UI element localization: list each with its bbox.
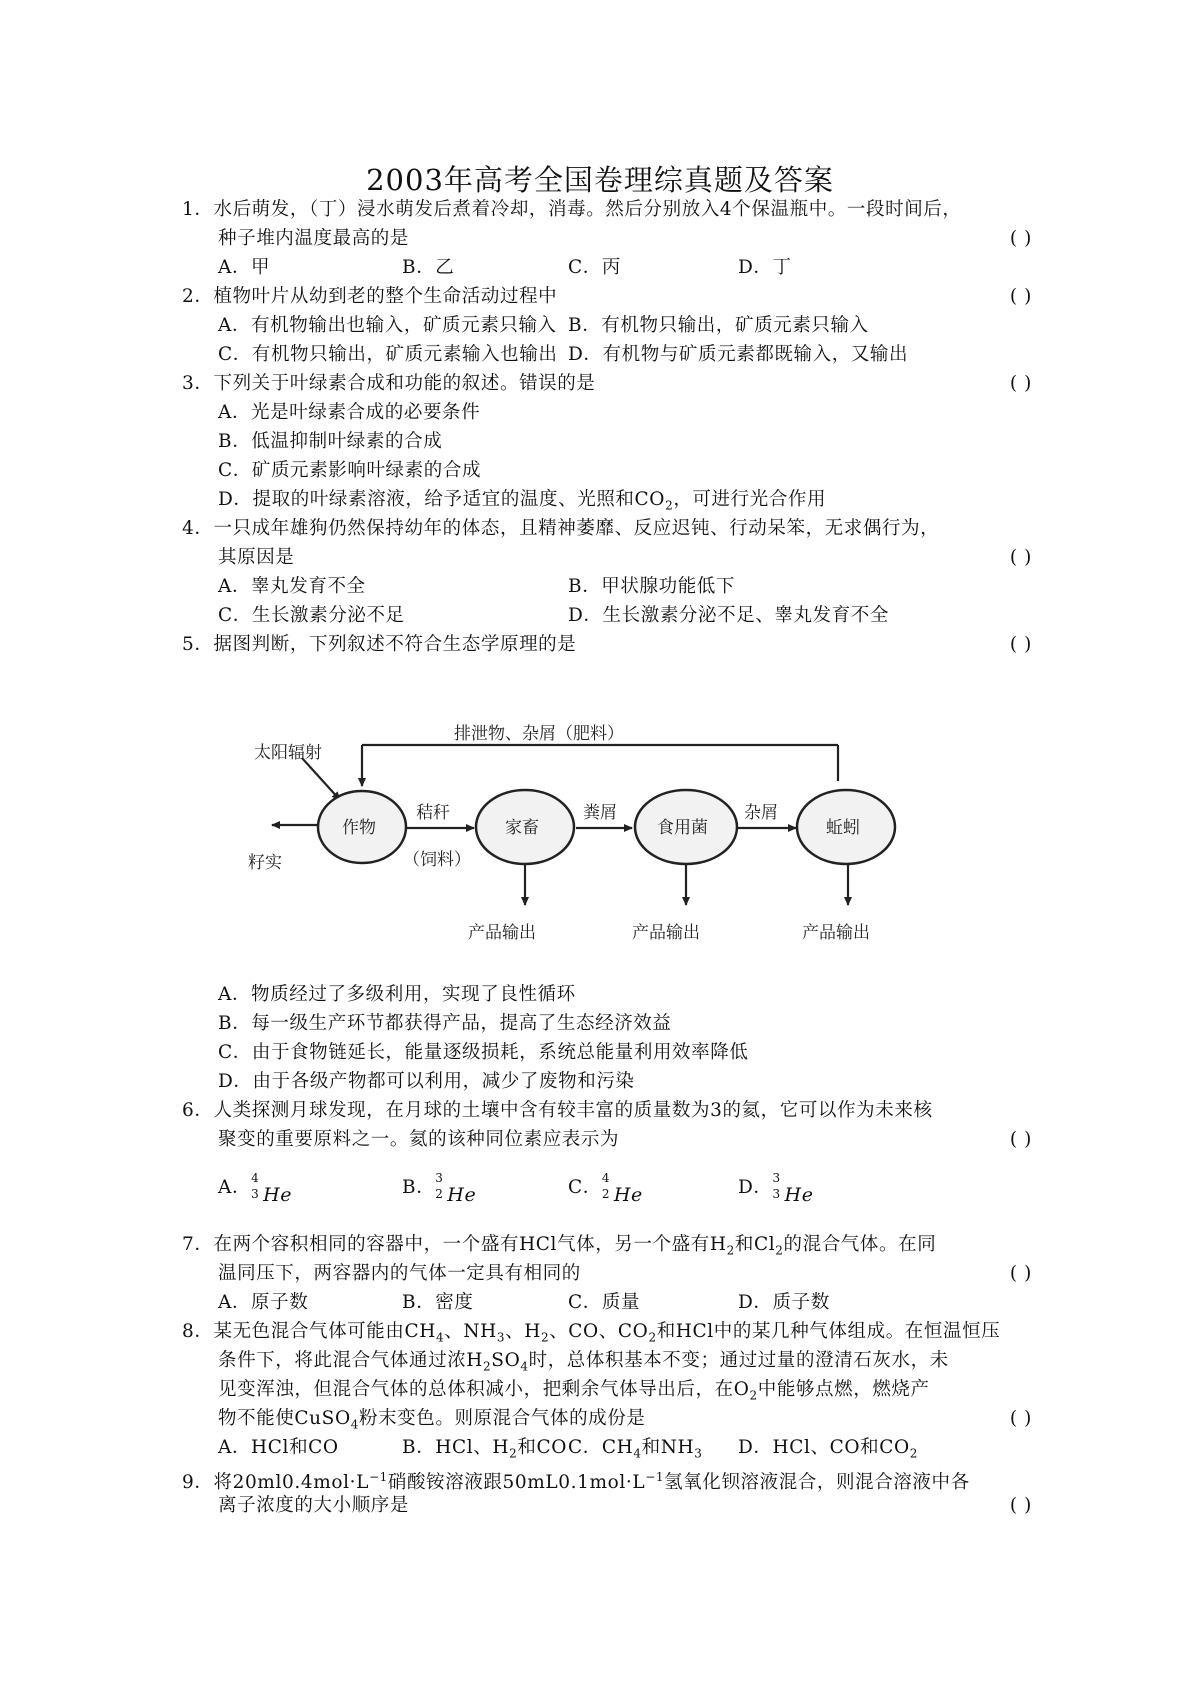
- question-7-text: 7．在两个容积相同的容器中，一个盛有HCl气体，另一个盛有$H_2$和$Cl_2$的混合气体。在同: [182, 1234, 937, 1258]
- option-b: B．乙: [402, 257, 455, 278]
- mushroom-label: 食用菌: [657, 818, 708, 838]
- question-7-options: [218, 1287, 1032, 1319]
- option-b: B．有机物只输出，矿质元素只输入: [568, 315, 869, 336]
- question-8-text-line4: 物不能使CuSO$_4$粉末变色。则原混合气体的成份是 ( ): [218, 1403, 1032, 1435]
- option-c: C．生长激素分泌不足: [218, 605, 405, 626]
- option-d: D．生长激素分泌不足、睾丸发育不全: [568, 605, 890, 626]
- option-c: C． 4 2 He: [568, 1171, 643, 1206]
- option-c: C．有机物只输出，矿质元素输入也输出: [218, 344, 558, 365]
- question-4-text-cont: 其原因是 ( ): [218, 542, 1032, 574]
- crop-label: 作物: [342, 818, 376, 838]
- fertilizer-label: 排泄物、杂屑（肥料）: [454, 724, 624, 744]
- answer-bracket: ( ): [1009, 1495, 1032, 1516]
- question-6-options: [218, 1170, 1032, 1206]
- option-d: D．由于各级产物都可以利用，减少了废物和污染: [218, 1071, 635, 1092]
- question-6-text-cont: 聚变的重要原料之一。氦的该种同位素应表示为 ( ): [218, 1124, 1032, 1156]
- page-title: 2003年高考全国卷理综真题及答案: [366, 163, 834, 197]
- option-a: A．原子数: [218, 1292, 309, 1313]
- grain-label: 籽实: [248, 853, 282, 873]
- question-2-text: 2．植物叶片从幼到老的整个生命活动过程中 ( ): [182, 281, 1032, 313]
- question-5-text: 5．据图判断，下列叙述不符合生态学原理的是 ( ): [182, 629, 1032, 661]
- option-a: A． 4 3 He: [218, 1171, 293, 1206]
- answer-bracket: ( ): [1009, 1408, 1032, 1429]
- livestock-label: 家畜: [505, 818, 539, 838]
- option-b: B． 3 2 He: [402, 1171, 477, 1206]
- option-c: C．$CH_4$和$NH_3$: [568, 1437, 703, 1461]
- question-4-text: 4．一只成年雄狗仍然保持幼年的体态，且精神萎靡、反应迟钝、行动呆笨，无求偶行为，: [182, 518, 940, 539]
- question-7-text-cont: 温同压下，两容器内的气体一定具有相同的 ( ): [218, 1258, 1032, 1290]
- residue-label: 杂屑: [744, 803, 778, 823]
- earthworm-label: 蚯蚓: [826, 818, 860, 838]
- question-8-options: [218, 1432, 1032, 1464]
- manure-label: 粪屑: [583, 803, 617, 823]
- option-d: D． 3 3 He: [738, 1171, 814, 1206]
- option-d: D．有机物与矿质元素都既输入，又输出: [568, 344, 909, 365]
- output-label-3: 产品输出: [802, 923, 870, 943]
- question-1-text-cont: 种子堆内温度最高的是 ( ): [218, 223, 1032, 255]
- question-3-text: 3．下列关于叶绿素合成和功能的叙述。错误的是 ( ): [182, 368, 1032, 400]
- option-d: D．丁: [738, 257, 792, 278]
- option-b: B．低温抑制叶绿素的合成: [218, 431, 443, 452]
- feed-label: （饲料）: [403, 850, 471, 870]
- question-8-text-line3: 见变浑浊，但混合气体的总体积减小，把剩余气体导出后，在$O_2$中能够点燃，燃烧产: [218, 1379, 930, 1403]
- option-b: B．HCl、$H_2$和CO: [402, 1437, 568, 1461]
- answer-bracket: ( ): [1009, 286, 1032, 307]
- answer-bracket: ( ): [1009, 634, 1032, 655]
- question-8-text-line2: 条件下，将此混合气体通过浓$H_2SO_4$时，总体积基本不变；通过过量的澄清石灰水，未: [218, 1350, 949, 1374]
- question-9-text-cont: 离子浓度的大小顺序是 ( ): [218, 1490, 1032, 1522]
- answer-bracket: ( ): [1009, 1263, 1032, 1284]
- option-a: A．睾丸发育不全: [218, 576, 366, 597]
- option-a: A．甲: [218, 257, 271, 278]
- option-b: B．甲状腺功能低下: [568, 576, 735, 597]
- question-6-text: 6．人类探测月球发现，在月球的土壤中含有较丰富的质量数为3的氦，它可以作为未来核: [182, 1100, 933, 1121]
- option-a: A．光是叶绿素合成的必要条件: [218, 402, 481, 423]
- answer-bracket: ( ): [1009, 1129, 1032, 1150]
- option-c: C．丙: [568, 257, 621, 278]
- question-9-text: 9．将$20ml0.4mol\cdot L^{-1}$硝酸铵溶液跟$50mL0.1mol\cdot L^{-1}$氢氧化钡溶液混合，则混合溶液中各: [182, 1470, 970, 1494]
- option-c: C．由于食物链延长，能量逐级损耗，系统总能量利用效率降低: [218, 1042, 749, 1063]
- sun-arrow: [302, 758, 340, 800]
- option-d: D．HCl、CO和$CO_2$: [738, 1437, 919, 1461]
- option-a: A．HCl和CO: [218, 1437, 339, 1458]
- question-8-text: 8．某无色混合气体可能由$CH_4$、$NH_3$、$H_2$、CO、$CO_2$和HCl中的某几种气体组成。在恒温恒压: [182, 1321, 1001, 1345]
- option-b: B．密度: [402, 1292, 474, 1313]
- question-1-text: 1．水后萌发，（丁）浸水萌发后煮着冷却，消毒。然后分别放入4个保温瓶中。一段时间后，: [182, 199, 962, 220]
- option-d: D．质子数: [738, 1292, 830, 1313]
- straw-label: 秸秆: [416, 803, 450, 823]
- answer-bracket: ( ): [1009, 228, 1032, 249]
- option-a: A．物质经过了多级利用，实现了良性循环: [218, 984, 576, 1005]
- option-d: D．提取的叶绿素溶液，给予适宜的温度、光照和$CO_2$，可进行光合作用: [218, 489, 827, 513]
- option-b: B．每一级生产环节都获得产品，提高了生态经济效益: [218, 1013, 672, 1034]
- option-c: C．矿质元素影响叶绿素的合成: [218, 460, 482, 481]
- answer-bracket: ( ): [1009, 373, 1032, 394]
- answer-bracket: ( ): [1009, 547, 1032, 568]
- option-a: A．有机物输出也输入，矿质元素只输入: [218, 315, 557, 336]
- option-c: C．质量: [568, 1292, 641, 1313]
- output-label-2: 产品输出: [632, 923, 700, 943]
- output-label-1: 产品输出: [468, 923, 536, 943]
- sun-label: 太阳辐射: [254, 743, 322, 763]
